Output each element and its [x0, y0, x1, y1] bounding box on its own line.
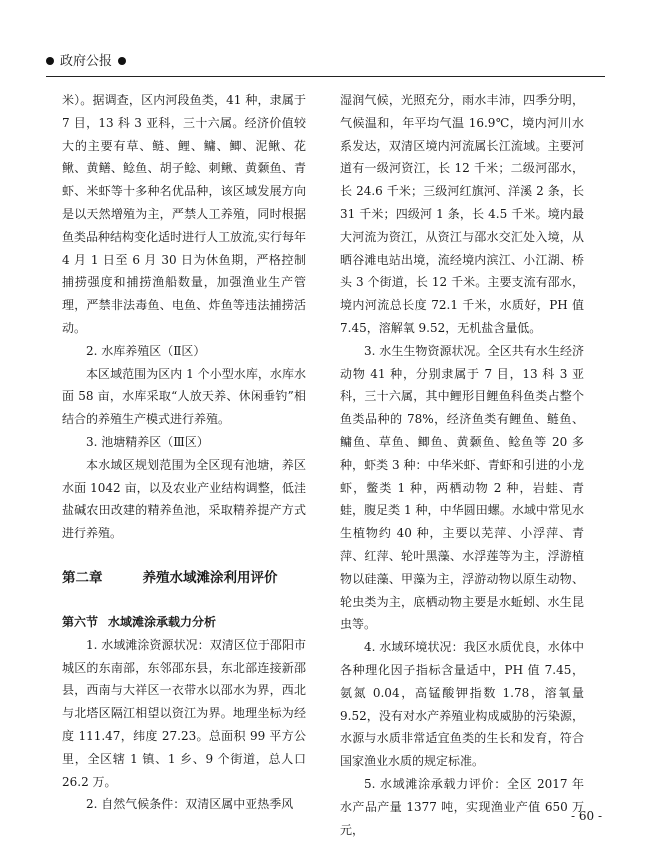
body-paragraph: 米）。据调查，区内河段鱼类，41 种，隶属于 7 目，13 科 3 亚科，三十六属。经济价值较大的主要有草、鲢、鲤、鳙、鲫、泥鳅、花鳅、黄鳝、鲶鱼、胡子鲶、刺鳅、黄颡鱼、青虾、米虾等十多种名优品种，该区域发展方向是以天然增殖为主，严禁人工养殖，同时根据鱼类品种结构变化适时进行人工放流,实行每年 4 月 1 日至 6 月 30 日为休鱼期，严格控制捕捞强度和捕捞渔船数量，加强渔业生产管理，严禁非法毒鱼、电鱼、炸鱼等违法捕捞活动。: [62, 93, 306, 335]
chapter-label: 第二章: [62, 569, 103, 586]
right-column: [340, 89, 584, 841]
page-header: [46, 52, 606, 72]
body-paragraph: 本区域范围为区内 1 个小型水库，水库水面 58 亩，水库采取“人放天养、休闲垂钓”相结合的养殖生产模式进行养殖。: [62, 366, 306, 427]
body-paragraph: 1. 水域滩涂资源状况：双清区位于邵阳市城区的东南部，东邻邵东县，东北部连接新邵县，西南与大祥区一衣带水以邵水为界，西北与北塔区隔江相望以资江为界。地理坐标为经度 111.47，纬度 27.23。总面积 99 平方公里，全区辖 1 镇、1 乡、9 个街道，总人口 26.2 万。: [62, 637, 306, 789]
bullet-icon: [118, 57, 126, 65]
body-paragraph: 3. 水生生物资源状况。全区共有水生经济动物 41 种，分别隶属于 7 目，13 科 3 亚科，三十六属，其中鲤形目鲤鱼科鱼类占整个鱼类品种的 78%，经济鱼类有鲤鱼、鲢鱼、鳙鱼、草鱼、鲫鱼、黄颡鱼、鲶鱼等 20 多种，虾类 3 种：中华米虾、青虾和引进的小龙虾，鳖类 1 种，两栖动物 2 种，岩蛙、青蛙，腹足类 1 种，中华圆田螺。水域中常见水生植物约 40 种，主要以芜萍、小浮萍、青萍、红萍、轮叶黑藻、水浮莲等为主，浮游植物以硅藻、甲藻为主，浮游动物以原生动物、轮虫类为主，底栖动物主要是水蚯蚓、水生昆虫等。: [340, 343, 584, 632]
section-title: 水域滩涂承载力分析: [108, 614, 217, 629]
page-number: - 60 -: [570, 809, 602, 823]
chapter-title: 养殖水域滩涂利用评价: [142, 569, 278, 586]
header-title: 政府公报: [60, 54, 113, 69]
body-paragraph: 2. 水库养殖区（Ⅱ区）: [86, 343, 206, 358]
section-label: 第六节: [62, 614, 99, 629]
body-paragraph: 2. 自然气候条件：双清区属中亚热季风: [86, 797, 294, 812]
chapter-heading: [62, 566, 306, 590]
body-paragraph: 3. 池塘精养区（Ⅲ区）: [86, 434, 209, 449]
left-column: [62, 89, 306, 816]
body-paragraph: 本水域区规划范围为全区现有池塘，养区水面 1042 亩，以及农业产业结构调整，低洼盐碱农田改建的精养鱼池，采取精养提产方式进行养殖。: [62, 457, 306, 541]
body-paragraph: 5. 水域滩涂承载力评价：全区 2017 年水产品产量 1377 吨，实现渔业产值 650 万元，: [340, 776, 584, 837]
bullet-icon: [46, 57, 54, 65]
header-divider: [46, 76, 605, 77]
body-paragraph: 4. 水域环境状况：我区水质优良，水体中各种理化因子指标含量适中，PH 值 7.45，氨氮 0.04，高锰酸钾指数 1.78，溶氧量 9.52，没有对水产养殖业构成威胁的污染源，水源与水质非常适宜鱼类的生长和发育，符合国家渔业水质的规定标准。: [340, 640, 584, 769]
body-paragraph: 湿润气候，光照充分，雨水丰沛，四季分明，气候温和，年平均气温 16.9℃，境内河川水系发达，双清区境内河流属长江流域。主要河道有一级河资江，长 12 千米；二级河邵水，长 24.6 千米；三级河红旗河、洋溪 2 条，长 31 千米；四级河 1 条，长 4.5 千米。境内最大河流为资江，从资江与邵水交汇处入境，从晒谷滩电站出境，流经境内滨江、小江湖、桥头 3 个街道，长 12 千米。主要支流有邵水，境内河流总长度 72.1 千米，水质好，PH 值 7.45，溶解氧 9.52，无机盐含量低。: [340, 93, 584, 335]
section-heading: [62, 611, 306, 634]
